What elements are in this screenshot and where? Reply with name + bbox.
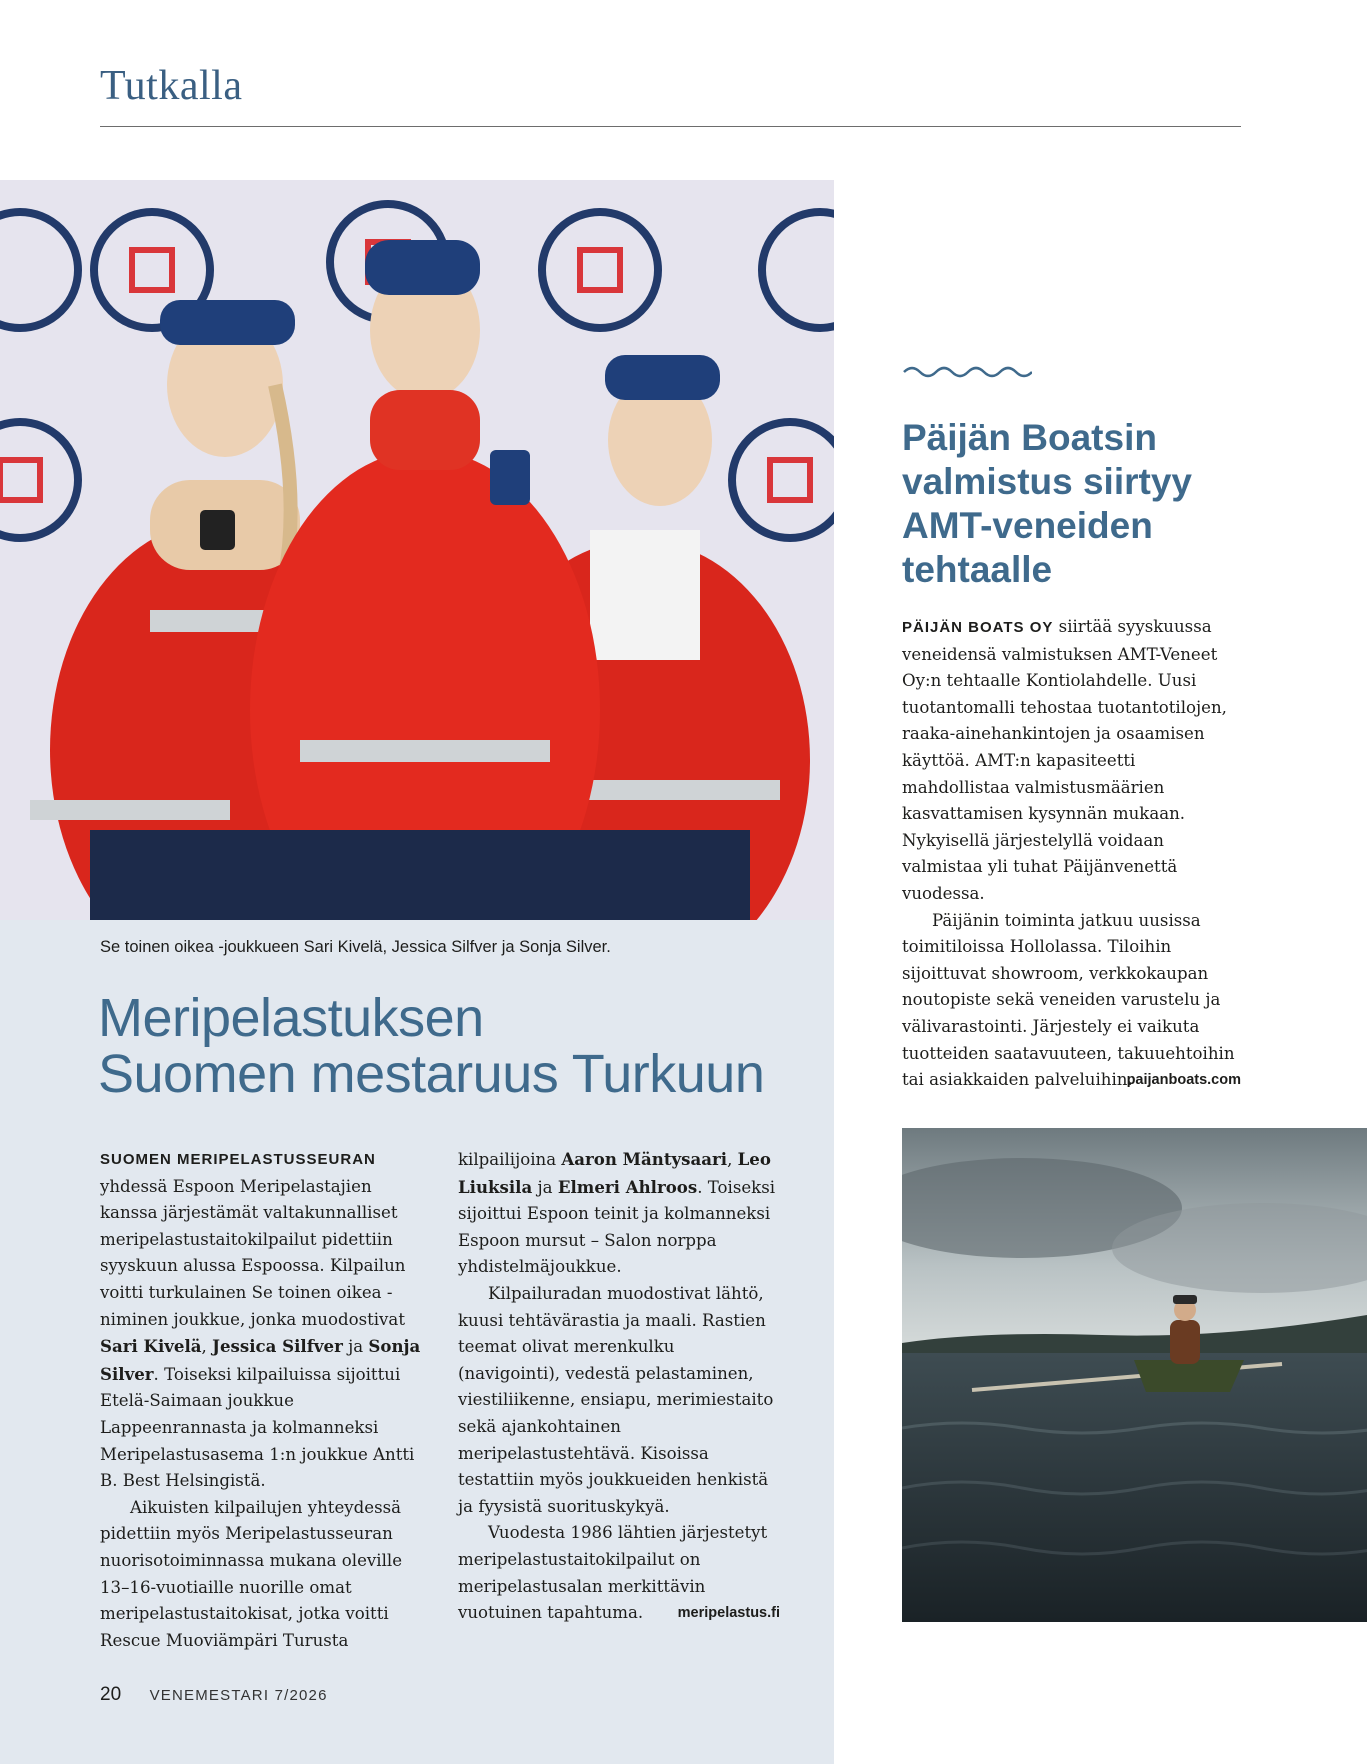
section-title: Tutkalla	[100, 63, 243, 109]
article-headline	[98, 990, 818, 1102]
name-sari: Sari Kivelä	[100, 1336, 202, 1357]
side-paragraph-1-text: siirtää syyskuussa veneidensä valmistuksen AMT-Veneet Oy:n tehtaalle Kontiolahdelle. Uusi tuotantomalli tehostaa tuotantotilojen, raaka-ainehankintojen ja osaamisen käyttöä. AMT:n kapasiteetti mahdollistaa valmistusmäärien kasvattamisen kysynnän mukaan. Nykyisellä järjestelyllä voidaan valmistaa yli tuhat Päijänvenettä vuodessa.	[902, 617, 1227, 903]
rescue-team-photo	[0, 180, 834, 920]
page-footer	[100, 1684, 328, 1706]
separator: ja	[342, 1337, 369, 1357]
article-kicker: SUOMEN MERIPELASTUSSEURAN	[100, 1151, 376, 1168]
name-jessica: Jessica Silfver	[212, 1336, 343, 1357]
name-sonja: Sonja Silver	[100, 1336, 421, 1384]
side-paragraph-2: Päijänin toiminta jatkuu uusissa toimitiloissa Hollolassa. Tiloihin sijoittuvat showroom, verkkokaupan noutopiste sekä veneiden varustelu ja välivarastointi. Järjestely ei vaikuta tuotteiden saatavuuteen, takuuehtoihin tai asiakkaiden palveluihin.	[902, 910, 1235, 1090]
side-article-headline: Päijän Boatsin valmistus siirtyy AMT-veneiden tehtaalle	[902, 417, 1192, 590]
separator: ja	[532, 1177, 558, 1197]
separator: ,	[201, 1337, 213, 1357]
headline-line-1: Meripelastuksen	[98, 988, 484, 1048]
magazine-issue: VENEMESTARI 7/2026	[149, 1687, 328, 1704]
photo-caption: Se toinen oikea -joukkueen Sari Kivelä, Jessica Silfver ja Sonja Silver.	[100, 938, 611, 956]
separator: ,	[727, 1150, 738, 1169]
headline-line-2: Suomen mestaruus Turkuun	[98, 1044, 765, 1104]
side-article-kicker: PÄIJÄN BOATS OY	[902, 619, 1054, 636]
paragraph-4-text: Vuodesta 1986 lähtien järjestetyt meripelastustaitokilpailut on meripelastusalan merkittävin vuotuinen tapahtuma.	[458, 1523, 768, 1623]
paragraph-2-text: Aikuisten kilpailujen yhteydessä pidettiin myös Meripelastusseuran nuorisotoiminnassa mukana oleville 13–16-vuotiaille nuorille omat meripelastustaitokisat, jotka voitti Rescue Muoviämpäri Turusta kilpailijoina	[100, 1150, 562, 1650]
paragraph-1-text-end: . Toiseksi kilpailuissa sijoittui Etelä-Saimaan joukkue Lappeenrannasta ja kolmanneksi Meripelastusasema 1:n joukkue Antti B. Best Helsingistä.	[100, 1364, 415, 1491]
name-elmeri: Elmeri Ahlroos	[557, 1176, 698, 1197]
article-column-1	[100, 1146, 780, 1666]
paragraph-1	[100, 1146, 422, 1495]
paragraph-1-text: yhdessä Espoon Meripelastajien kanssa järjestämät valtakunnalliset meripelastustaitokilpailut pidettiin syyskuun alussa Espoossa. Kilpailun voitti turkulainen Se toinen oikea -niminen joukkue, jonka muodostivat	[100, 1176, 406, 1329]
paragraph-3: Kilpailuradan muodostivat lähtö, kuusi tehtävärastia ja maali. Rastien teemat olivat merenkulku (navigointi), vedestä pelastaminen, viestiliikenne, ensiapu, merimiestaito sekä ajankohtainen meripelastustehtävä. Kisoissa testattiin myös joukkueiden henkistä ja fyysistä suorituskykyä.	[458, 1283, 774, 1516]
rowboat-lake-photo	[902, 1128, 1367, 1622]
wave-ornament	[902, 364, 1032, 378]
source-link-paijanboats[interactable]: paijanboats.com	[1126, 1072, 1241, 1088]
side-article-body	[902, 614, 1242, 1094]
name-leo: Leo Liuksila	[458, 1149, 771, 1197]
header-rule	[100, 126, 1241, 127]
name-aaron: Aaron Mäntysaari	[561, 1149, 728, 1169]
source-link-meripelastus[interactable]: meripelastus.fi	[677, 1605, 780, 1622]
paragraph-4	[458, 1520, 780, 1626]
side-paragraph-1	[902, 614, 1242, 908]
page-number: 20	[100, 1684, 122, 1705]
paragraph-2-text-end: . Toiseksi sijoittui Espoon teinit ja kolmanneksi Espoon mursut – Salon norppa yhdistelmäjoukkue.	[458, 1177, 776, 1277]
